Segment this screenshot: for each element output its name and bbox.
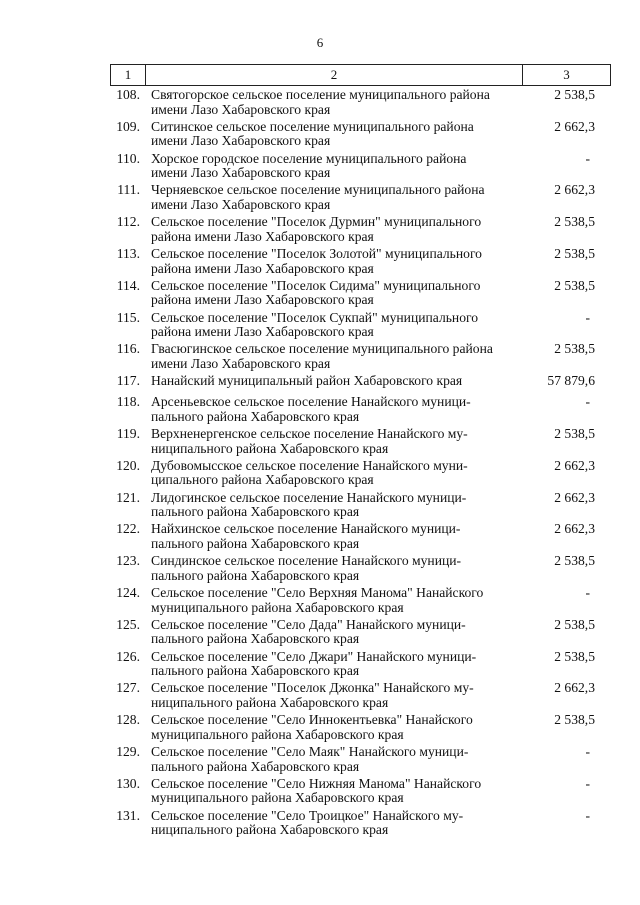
row-value: 2 538,5 <box>554 553 595 569</box>
page-number: 6 <box>316 35 324 50</box>
table-row <box>0 427 640 459</box>
row-value: 2 662,3 <box>554 182 595 198</box>
table-header <box>110 64 611 86</box>
row-name: Гвасюгинское сельское поселение муниципального района имени Лазо Хабаровского края <box>151 341 493 371</box>
row-number: 128. <box>116 712 140 728</box>
row-number: 118. <box>116 394 140 410</box>
row-value: 2 662,3 <box>554 489 595 505</box>
row-value: 2 538,5 <box>554 712 595 728</box>
row-name: Сельское поселение "Село Нижняя Манома" Нанайского муниципального района Хабаровского края <box>151 775 482 806</box>
row-value: - <box>585 744 590 759</box>
row-number: 131. <box>116 807 140 823</box>
row-value: - <box>585 150 590 166</box>
row-number: 109. <box>116 118 140 134</box>
table-row <box>0 120 640 152</box>
row-number: 119. <box>116 426 140 441</box>
row-name: Арсеньевское сельское поселение Нанайского муници- пального района Хабаровского края <box>151 394 471 424</box>
table-row <box>0 618 640 650</box>
row-name: Сельское поселение "Поселок Сидима" муниципального района имени Лазо Хабаровского края <box>151 277 481 308</box>
header-col-1: 1 <box>111 65 146 86</box>
table-row <box>0 152 640 184</box>
row-number: 122. <box>116 521 140 537</box>
table-row <box>0 745 640 777</box>
row-name: Дубовомысское сельское поселение Нанайского муни- ципального района Хабаровского края <box>151 457 468 488</box>
row-value: 2 662,3 <box>554 457 595 473</box>
row-value: 2 538,5 <box>554 648 595 664</box>
row-value: 2 662,3 <box>554 521 595 537</box>
row-number: 125. <box>116 616 140 632</box>
row-number: 127. <box>116 680 140 696</box>
row-name: Сельское поселение "Село Верхняя Манома" Нанайского муниципального района Хабаровского края <box>151 585 484 615</box>
row-value: - <box>585 309 590 325</box>
row-name: Сельское поселение "Поселок Дурмин" муниципального района имени Лазо Хабаровского края <box>151 214 482 244</box>
table-header-wrap <box>110 64 610 86</box>
row-number: 114. <box>116 277 140 293</box>
header-col-3: 3 <box>523 65 611 86</box>
row-number: 112. <box>116 214 140 230</box>
row-number: 111. <box>117 182 140 198</box>
table-row <box>0 459 640 491</box>
table-row <box>0 247 640 279</box>
row-number: 130. <box>116 775 140 791</box>
row-value: 2 538,5 <box>554 277 595 293</box>
row-name: Лидогинское сельское поселение Нанайского муници- пального района Хабаровского края <box>151 489 467 520</box>
row-value: - <box>585 775 590 791</box>
row-name: Верхненергенское сельское поселение Нанайского му- ниципального района Хабаровского края <box>151 426 468 456</box>
row-number: 108. <box>116 87 140 102</box>
row-name: Святогорское сельское поселение муниципального района имени Лазо Хабаровского края <box>151 87 490 117</box>
row-value: 2 538,5 <box>554 616 595 632</box>
row-number: 116. <box>116 341 140 357</box>
row-number: 110. <box>116 150 140 166</box>
table-row <box>0 809 640 841</box>
row-number: 124. <box>116 585 140 600</box>
row-name: Ситинское сельское поселение муниципального района имени Лазо Хабаровского края <box>151 118 474 149</box>
row-name: Сельское поселение "Село Джари" Нанайского муници- пального района Хабаровского края <box>151 648 477 679</box>
row-name: Сельское поселение "Село Дада" Нанайского муници- пального района Хабаровского края <box>151 616 466 647</box>
row-number: 123. <box>116 553 140 569</box>
table-row <box>0 681 640 713</box>
table-row <box>0 650 640 682</box>
row-name: Сельское поселение "Село Маяк" Нанайского муници- пального района Хабаровского края <box>151 744 469 774</box>
row-value: 2 538,5 <box>554 426 595 441</box>
table-row <box>0 491 640 523</box>
row-value: 2 538,5 <box>554 341 595 357</box>
table-row <box>0 311 640 343</box>
row-name: Сельское поселение "Поселок Джонка" Нанайского му- ниципального района Хабаровского края <box>151 680 474 710</box>
row-name: Синдинское сельское поселение Нанайского муници- пального района Хабаровского края <box>151 553 462 583</box>
row-name: Нанайский муниципальный район Хабаровского края <box>151 373 463 389</box>
row-value: 2 662,3 <box>554 118 595 134</box>
row-value: 2 538,5 <box>554 214 595 230</box>
table-row <box>0 88 640 120</box>
table-row <box>0 522 640 554</box>
table-row <box>0 586 640 618</box>
row-name: Сельское поселение "Село Иннокентьевка" Нанайского муниципального района Хабаровского края <box>151 712 473 742</box>
table-row <box>0 279 640 311</box>
table-row <box>0 395 640 427</box>
row-value: - <box>585 807 590 823</box>
row-name: Сельское поселение "Село Троицкое" Нанайского му- ниципального района Хабаровского края <box>151 807 464 838</box>
row-name: Черняевское сельское поселение муниципального района имени Лазо Хабаровского края <box>151 182 485 212</box>
row-number: 117. <box>116 373 140 389</box>
table-row <box>0 342 640 374</box>
row-number: 121. <box>116 489 140 505</box>
row-number: 115. <box>116 309 140 325</box>
row-name: Хорское городское поселение муниципального района имени Лазо Хабаровского края <box>151 150 467 181</box>
table-row <box>0 777 640 809</box>
row-value: 2 662,3 <box>554 680 595 696</box>
header-col-2: 2 <box>146 65 523 86</box>
row-number: 120. <box>116 457 140 473</box>
row-value: - <box>585 394 590 410</box>
table-row <box>0 554 640 586</box>
row-name: Сельское поселение "Поселок Сукпай" муниципального района имени Лазо Хабаровского края <box>151 309 479 340</box>
row-number: 113. <box>116 246 140 261</box>
row-value: 2 538,5 <box>554 87 595 102</box>
row-value: 57 879,6 <box>547 373 595 389</box>
row-number: 126. <box>116 648 140 664</box>
row-name: Сельское поселение "Поселок Золотой" муниципального района имени Лазо Хабаровского края <box>151 246 482 276</box>
table-row <box>0 215 640 247</box>
table-row <box>0 183 640 215</box>
row-name: Найхинское сельское поселение Нанайского муници- пального района Хабаровского края <box>151 521 461 551</box>
table-row <box>0 713 640 745</box>
row-value: 2 538,5 <box>554 246 595 261</box>
row-value: - <box>585 585 590 600</box>
row-number: 129. <box>116 744 140 759</box>
